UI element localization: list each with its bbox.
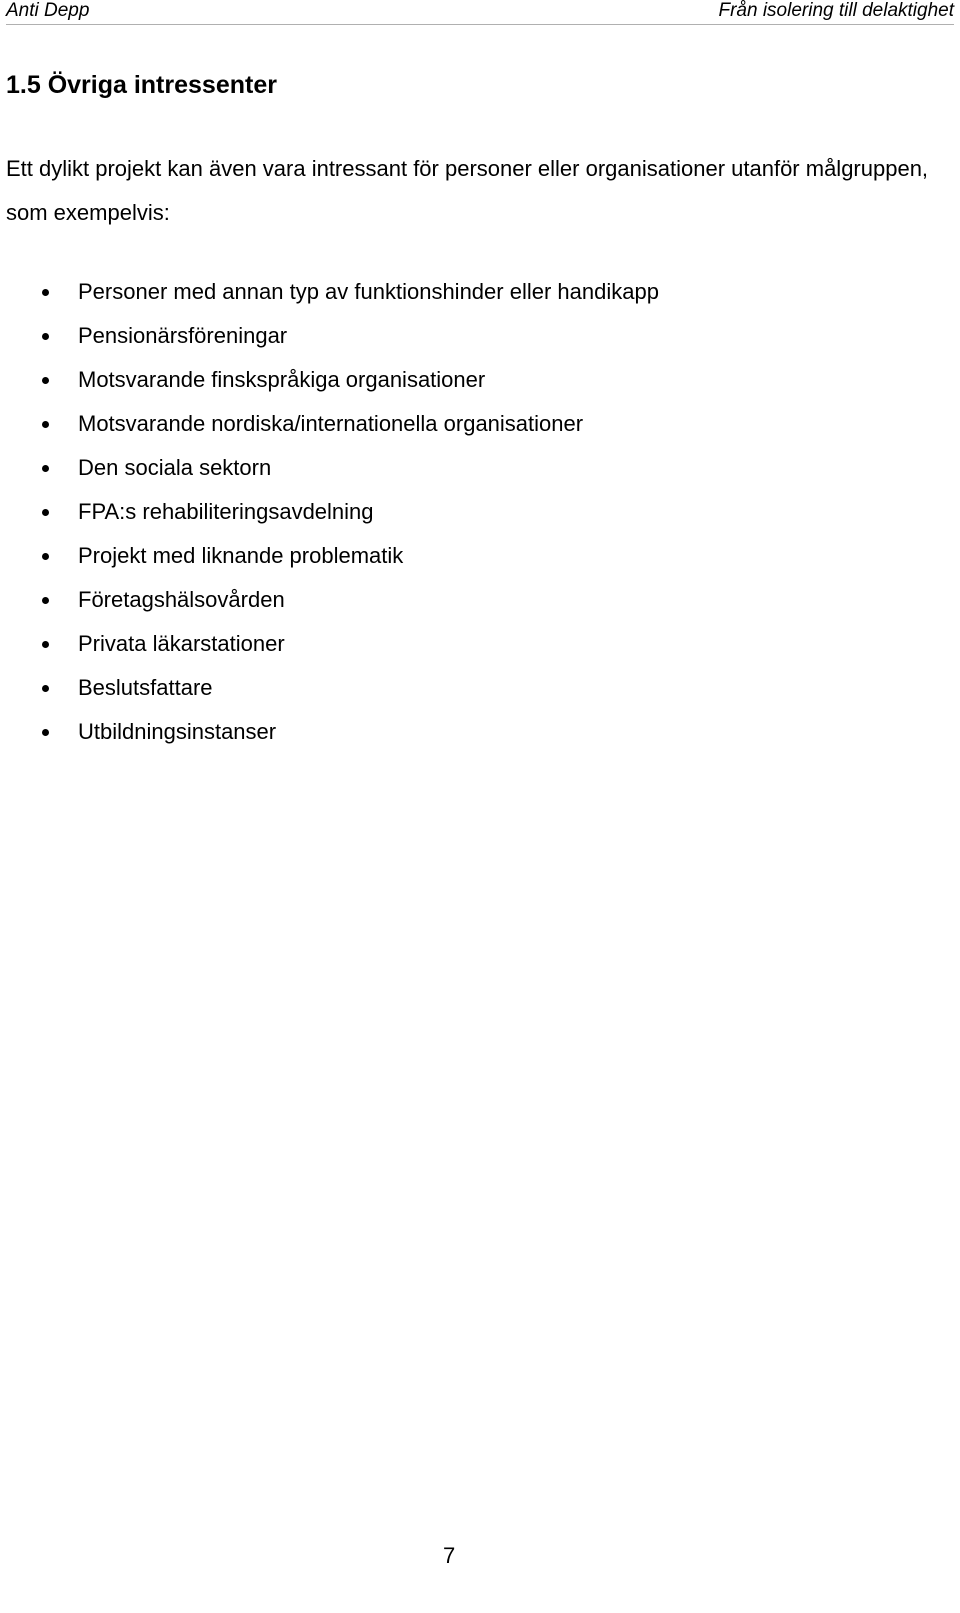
bullet-icon [42, 509, 49, 516]
bullet-icon [42, 729, 49, 736]
bullet-icon [42, 641, 49, 648]
bullet-icon [42, 553, 49, 560]
list-item-text: Motsvarande nordiska/internationella organisationer [78, 411, 584, 436]
list-item-text: Utbildningsinstanser [78, 719, 277, 744]
header-author: Anti Depp [6, 0, 90, 21]
intro-paragraph: Ett dylikt projekt kan även vara intressant för personer eller organisationer utanför målgruppen, som exempelvis: [6, 156, 929, 225]
bullet-icon [42, 465, 49, 472]
list-item-text: Projekt med liknande problematik [78, 543, 404, 568]
bullet-icon [42, 377, 49, 384]
list-item-text: Personer med annan typ av funktionshinder eller handikapp [78, 279, 659, 304]
list-item-text: FPA:s rehabiliteringsavdelning [78, 499, 374, 524]
page-number: 7 [443, 1543, 456, 1568]
page-header [6, 0, 954, 25]
bullet-icon [42, 685, 49, 692]
bullet-icon [42, 333, 49, 340]
list-item-text: Motsvarande finskspråkiga organisationer [78, 367, 486, 392]
bullet-icon [42, 289, 49, 296]
list-item-text: Beslutsfattare [78, 675, 213, 700]
header-document-title: Från isolering till delaktighet [718, 0, 954, 21]
list-item-text: Företagshälsovården [78, 587, 285, 612]
bullet-icon [42, 597, 49, 604]
list-item-text: Privata läkarstationer [78, 631, 285, 656]
bullet-icon [42, 421, 49, 428]
section-heading: 1.5 Övriga intressenter [6, 71, 277, 99]
list-item-text: Pensionärsföreningar [78, 323, 288, 348]
list-item-text: Den sociala sektorn [78, 455, 272, 480]
